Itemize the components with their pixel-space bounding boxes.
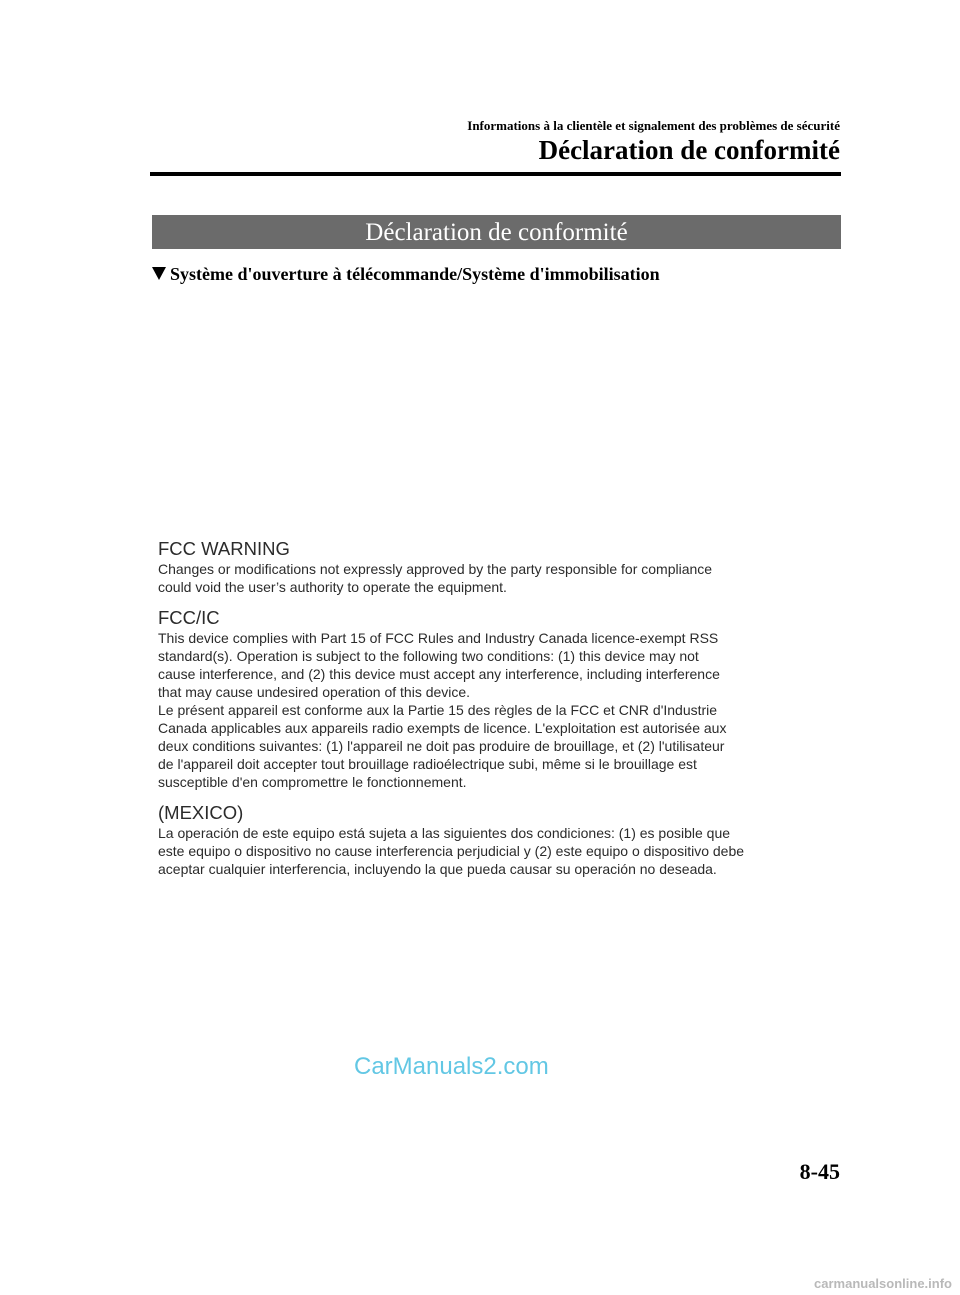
mexico-heading: (MEXICO) bbox=[158, 802, 244, 823]
notice-line: This device complies with Part 15 of FCC Rules and Industry Canada licence-exempt RSS bbox=[158, 630, 719, 646]
notice-line: Canada applicables aux appareils radio exempts de licence. L'exploitation est autorisée aux bbox=[158, 720, 727, 736]
notice-line: aceptar cualquier interferencia, incluyendo la que pueda causar su operación no deseada. bbox=[158, 861, 717, 877]
notice-line: Le présent appareil est conforme aux la Partie 15 des règles de la FCC et CNR d'Industrie bbox=[158, 702, 718, 718]
notice-line: could void the user’s authority to operate the equipment. bbox=[158, 579, 507, 595]
header-context: Informations à la clientèle et signalement des problèmes de sécurité bbox=[467, 118, 840, 133]
header-title: Déclaration de conformité bbox=[538, 135, 840, 165]
notice-line: susceptible d'en compromettre le fonctionnement. bbox=[158, 774, 467, 790]
notice-line: de l'appareil doit accepter tout brouillage radioélectrique subi, même si le brouillage est bbox=[158, 756, 697, 772]
footer-watermark: carmanualsonline.info bbox=[814, 1276, 952, 1291]
notice-line: standard(s). Operation is subject to the following two conditions: (1) this device may not bbox=[158, 648, 699, 664]
triangle-down-icon bbox=[152, 267, 166, 280]
watermark-text: CarManuals2.com bbox=[354, 1053, 549, 1080]
page-number: 8-45 bbox=[799, 1159, 840, 1184]
notice-line: este equipo o dispositivo no cause interferencia perjudicial y (2) este equipo o dispositivo debe bbox=[158, 843, 745, 859]
section-title-band: Déclaration de conformité bbox=[152, 215, 841, 249]
fcc-warning-block bbox=[158, 538, 848, 596]
notice-line: Changes or modifications not expressly approved by the party responsible for compliance bbox=[158, 561, 713, 577]
subheading bbox=[152, 264, 660, 285]
fcc-ic-block bbox=[158, 607, 848, 791]
fcc-warning-heading: FCC WARNING bbox=[158, 538, 290, 559]
notice-line: La operación de este equipo está sujeta a las siguientes dos condiciones: (1) es posible que bbox=[158, 825, 731, 841]
notice-line: that may cause undesired operation of this device. bbox=[158, 684, 471, 700]
mexico-block bbox=[158, 802, 848, 878]
notice-line: deux conditions suivantes: (1) l'appareil ne doit pas produire de brouillage, et (2) l'utilisateur bbox=[158, 738, 725, 754]
notice-line: cause interference, and (2) this device must accept any interference, including interference bbox=[158, 666, 720, 682]
compliance-notice bbox=[158, 538, 848, 889]
header-rule bbox=[150, 172, 841, 176]
fcc-ic-heading: FCC/IC bbox=[158, 607, 220, 628]
subheading-text: Système d'ouverture à télécommande/Système d'immobilisation bbox=[170, 264, 660, 284]
